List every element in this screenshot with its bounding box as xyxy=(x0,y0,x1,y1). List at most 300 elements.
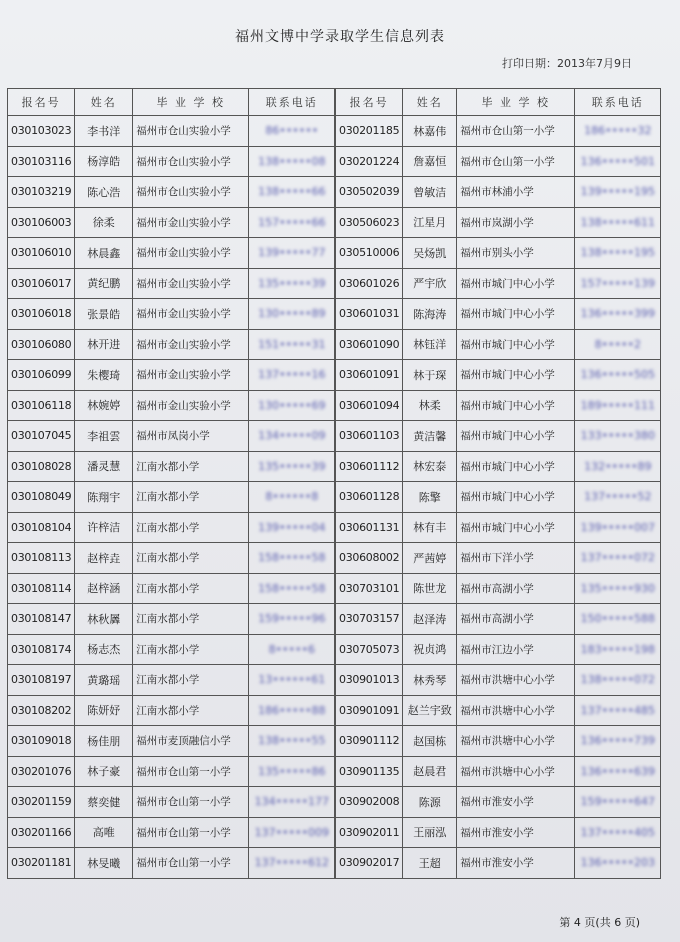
student-id-cell: 030901135 xyxy=(336,756,403,787)
student-name-cell: 詹嘉恒 xyxy=(403,146,457,177)
student-id-cell: 030902017 xyxy=(336,848,403,879)
student-id-cell: 030601090 xyxy=(336,329,403,360)
student-name-cell: 朱樱琦 xyxy=(75,360,133,391)
table-row xyxy=(336,421,661,452)
redacted-phone: 130•••••69 xyxy=(258,398,326,412)
table-row xyxy=(8,817,335,848)
redacted-phone: 157•••••139 xyxy=(580,276,656,290)
redacted-phone: 135•••••39 xyxy=(258,276,326,290)
phone-cell xyxy=(575,299,661,330)
table-header-row xyxy=(8,89,335,116)
table-row xyxy=(8,238,335,269)
phone-cell xyxy=(249,299,335,330)
phone-cell xyxy=(575,634,661,665)
table-row xyxy=(8,573,335,604)
student-name-cell: 高唯 xyxy=(75,817,133,848)
student-name-cell: 赵梓垚 xyxy=(75,543,133,574)
redacted-phone: 8•••••2 xyxy=(594,337,642,351)
school-cell: 福州市金山实验小学 xyxy=(133,329,249,360)
school-cell: 福州市城门中心小学 xyxy=(457,421,575,452)
student-name-cell: 杨志杰 xyxy=(75,634,133,665)
redacted-phone: 186•••••88 xyxy=(258,703,326,717)
student-id-cell: 030103219 xyxy=(8,177,75,208)
school-cell: 福州市仓山第一小学 xyxy=(133,756,249,787)
school-cell: 江南水都小学 xyxy=(133,512,249,543)
table-row xyxy=(8,726,335,757)
phone-cell xyxy=(575,604,661,635)
student-name-cell: 陈妍妤 xyxy=(75,695,133,726)
redacted-phone: 137•••••52 xyxy=(584,490,652,504)
student-name-cell: 潘灵慧 xyxy=(75,451,133,482)
school-cell: 福州市凤岗小学 xyxy=(133,421,249,452)
phone-cell xyxy=(249,695,335,726)
table-row xyxy=(8,116,335,147)
student-id-cell: 030108104 xyxy=(8,512,75,543)
redacted-phone: 136•••••501 xyxy=(580,154,656,168)
student-name-cell: 黄璐瑶 xyxy=(75,665,133,696)
student-id-cell: 030106099 xyxy=(8,360,75,391)
student-id-cell: 030601103 xyxy=(336,421,403,452)
school-cell: 福州市金山实验小学 xyxy=(133,360,249,391)
phone-cell xyxy=(249,817,335,848)
table-row xyxy=(8,299,335,330)
redacted-phone: 157•••••66 xyxy=(258,215,326,229)
table-row xyxy=(336,207,661,238)
table-row xyxy=(8,207,335,238)
print-date: 打印日期：2013年7月9日 xyxy=(502,57,632,70)
redacted-phone: 183•••••198 xyxy=(580,642,656,656)
table-row xyxy=(8,329,335,360)
roster-table-right xyxy=(335,88,661,879)
phone-cell xyxy=(249,604,335,635)
phone-cell xyxy=(575,695,661,726)
phone-cell xyxy=(575,756,661,787)
phone-cell xyxy=(249,116,335,147)
phone-cell xyxy=(249,573,335,604)
student-name-cell: 林嘉伟 xyxy=(403,116,457,147)
student-name-cell: 李祖雲 xyxy=(75,421,133,452)
student-name-cell: 林钰洋 xyxy=(403,329,457,360)
redacted-phone: 158•••••58 xyxy=(258,581,326,595)
student-name-cell: 林婉婷 xyxy=(75,390,133,421)
phone-cell xyxy=(249,238,335,269)
student-name-cell: 陈世龙 xyxy=(403,573,457,604)
phone-cell xyxy=(575,421,661,452)
phone-cell xyxy=(249,482,335,513)
phone-cell xyxy=(575,573,661,604)
phone-cell xyxy=(249,451,335,482)
school-cell: 福州市金山实验小学 xyxy=(133,268,249,299)
redacted-phone: 136•••••739 xyxy=(580,734,656,748)
phone-cell xyxy=(249,146,335,177)
phone-cell xyxy=(575,512,661,543)
phone-cell xyxy=(575,207,661,238)
student-id-cell: 030108028 xyxy=(8,451,75,482)
school-cell: 福州市金山实验小学 xyxy=(133,238,249,269)
header-id: 报名号 xyxy=(8,89,75,116)
school-cell: 江南水都小学 xyxy=(133,573,249,604)
school-cell: 福州市城门中心小学 xyxy=(457,360,575,391)
header-name: 姓名 xyxy=(403,89,457,116)
school-cell: 江南水都小学 xyxy=(133,482,249,513)
school-cell: 福州市金山实验小学 xyxy=(133,390,249,421)
student-name-cell: 陈心浩 xyxy=(75,177,133,208)
phone-cell xyxy=(249,360,335,391)
student-name-cell: 陈海涛 xyxy=(403,299,457,330)
student-id-cell: 030902011 xyxy=(336,817,403,848)
redacted-phone: 130•••••89 xyxy=(258,307,326,321)
table-row xyxy=(8,268,335,299)
school-cell: 福州市仓山实验小学 xyxy=(133,116,249,147)
student-name-cell: 许梓洁 xyxy=(75,512,133,543)
student-name-cell: 林开进 xyxy=(75,329,133,360)
header-name: 姓名 xyxy=(75,89,133,116)
student-id-cell: 030901112 xyxy=(336,726,403,757)
phone-cell xyxy=(249,665,335,696)
school-cell: 福州市仓山第一小学 xyxy=(457,116,575,147)
table-row xyxy=(336,299,661,330)
redacted-phone: 134•••••09 xyxy=(258,429,326,443)
table-row xyxy=(336,848,661,879)
student-name-cell: 林秋羼 xyxy=(75,604,133,635)
phone-cell xyxy=(575,238,661,269)
table-row xyxy=(336,116,661,147)
table-row xyxy=(8,482,335,513)
student-name-cell: 陈擎 xyxy=(403,482,457,513)
student-name-cell: 林旻曦 xyxy=(75,848,133,879)
school-cell: 福州市城门中心小学 xyxy=(457,390,575,421)
page-title: 福州文博中学录取学生信息列表 xyxy=(235,29,445,45)
roster-body-right xyxy=(336,116,661,879)
redacted-phone: 139•••••195 xyxy=(580,185,656,199)
student-id-cell: 030106010 xyxy=(8,238,75,269)
phone-cell xyxy=(249,787,335,818)
redacted-phone: 138•••••611 xyxy=(580,215,656,229)
school-cell: 江南水都小学 xyxy=(133,451,249,482)
redacted-phone: 135•••••39 xyxy=(258,459,326,473)
school-cell: 福州市仓山第一小学 xyxy=(133,817,249,848)
phone-cell xyxy=(575,482,661,513)
school-cell: 福州市高湖小学 xyxy=(457,604,575,635)
student-id-cell: 030601091 xyxy=(336,360,403,391)
school-cell: 福州市洪塘中心小学 xyxy=(457,756,575,787)
table-row xyxy=(8,512,335,543)
school-cell: 江南水都小学 xyxy=(133,634,249,665)
phone-cell xyxy=(575,268,661,299)
student-id-cell: 030201159 xyxy=(8,787,75,818)
redacted-phone: 158•••••58 xyxy=(258,551,326,565)
phone-cell xyxy=(575,726,661,757)
phone-cell xyxy=(575,177,661,208)
student-name-cell: 赵泽涛 xyxy=(403,604,457,635)
redacted-phone: 132•••••89 xyxy=(584,459,652,473)
student-id-cell: 030601031 xyxy=(336,299,403,330)
redacted-phone: 137•••••485 xyxy=(580,703,656,717)
school-cell: 福州市洪塘中心小学 xyxy=(457,665,575,696)
school-cell: 福州市淮安小学 xyxy=(457,848,575,879)
redacted-phone: 159•••••96 xyxy=(258,612,326,626)
table-row xyxy=(336,604,661,635)
student-id-cell: 030601026 xyxy=(336,268,403,299)
school-cell: 江南水都小学 xyxy=(133,665,249,696)
student-id-cell: 030107045 xyxy=(8,421,75,452)
student-name-cell: 陈源 xyxy=(403,787,457,818)
school-cell: 福州市仓山第一小学 xyxy=(133,848,249,879)
student-id-cell: 030103116 xyxy=(8,146,75,177)
school-cell: 福州市别头小学 xyxy=(457,238,575,269)
school-cell: 福州市洪塘中心小学 xyxy=(457,695,575,726)
redacted-phone: 136•••••203 xyxy=(580,856,656,870)
header-phone: 联系电话 xyxy=(249,89,335,116)
table-row xyxy=(336,726,661,757)
student-id-cell: 030108049 xyxy=(8,482,75,513)
phone-cell xyxy=(575,848,661,879)
student-name-cell: 赵兰宇致 xyxy=(403,695,457,726)
page-number: 第 4 页(共 6 页) xyxy=(559,916,640,929)
student-id-cell: 030106118 xyxy=(8,390,75,421)
table-row xyxy=(336,146,661,177)
student-id-cell: 030510006 xyxy=(336,238,403,269)
redacted-phone: 186•••••32 xyxy=(584,124,652,138)
table-row xyxy=(8,451,335,482)
phone-cell xyxy=(575,390,661,421)
redacted-phone: 137•••••072 xyxy=(580,551,656,565)
table-row xyxy=(336,329,661,360)
table-row xyxy=(336,787,661,818)
phone-cell xyxy=(575,146,661,177)
redacted-phone: 8••••••8 xyxy=(265,490,319,504)
table-row xyxy=(336,695,661,726)
table-row xyxy=(8,421,335,452)
phone-cell xyxy=(575,817,661,848)
student-name-cell: 江星月 xyxy=(403,207,457,238)
redacted-phone: 150•••••588 xyxy=(580,612,656,626)
table-row xyxy=(336,177,661,208)
table-row xyxy=(8,360,335,391)
student-name-cell: 徐柔 xyxy=(75,207,133,238)
school-cell: 福州市仓山第一小学 xyxy=(457,146,575,177)
student-id-cell: 030106080 xyxy=(8,329,75,360)
student-id-cell: 030201181 xyxy=(8,848,75,879)
student-name-cell: 林于琛 xyxy=(403,360,457,391)
phone-cell xyxy=(249,756,335,787)
table-row xyxy=(8,543,335,574)
student-name-cell: 祝贞鸿 xyxy=(403,634,457,665)
student-name-cell: 赵晨君 xyxy=(403,756,457,787)
redacted-phone: 134•••••177 xyxy=(254,795,330,809)
table-row xyxy=(8,146,335,177)
table-row xyxy=(8,848,335,879)
phone-cell xyxy=(249,634,335,665)
student-name-cell: 陈翔宇 xyxy=(75,482,133,513)
student-name-cell: 张景皓 xyxy=(75,299,133,330)
redacted-phone: 135•••••930 xyxy=(580,581,656,595)
student-id-cell: 030108174 xyxy=(8,634,75,665)
student-id-cell: 030201185 xyxy=(336,116,403,147)
student-name-cell: 吴炀凯 xyxy=(403,238,457,269)
table-row xyxy=(8,604,335,635)
redacted-phone: 138•••••55 xyxy=(258,734,326,748)
school-cell: 福州市麦顶融信小学 xyxy=(133,726,249,757)
redacted-phone: 139•••••04 xyxy=(258,520,326,534)
phone-cell xyxy=(249,512,335,543)
redacted-phone: 135•••••86 xyxy=(258,764,326,778)
student-name-cell: 严茜婷 xyxy=(403,543,457,574)
table-row xyxy=(8,390,335,421)
redacted-phone: 139•••••77 xyxy=(258,246,326,260)
table-row xyxy=(8,787,335,818)
school-cell: 福州市金山实验小学 xyxy=(133,207,249,238)
school-cell: 福州市仓山第一小学 xyxy=(133,787,249,818)
student-name-cell: 赵梓涵 xyxy=(75,573,133,604)
redacted-phone: 136•••••399 xyxy=(580,307,656,321)
header-school: 毕 业 学 校 xyxy=(133,89,249,116)
student-id-cell: 030108147 xyxy=(8,604,75,635)
school-cell: 福州市金山实验小学 xyxy=(133,299,249,330)
student-name-cell: 林晨鑫 xyxy=(75,238,133,269)
table-header-row xyxy=(336,89,661,116)
student-name-cell: 黄洁馨 xyxy=(403,421,457,452)
student-name-cell: 林柔 xyxy=(403,390,457,421)
phone-cell xyxy=(249,726,335,757)
phone-cell xyxy=(249,177,335,208)
student-name-cell: 王超 xyxy=(403,848,457,879)
student-name-cell: 林秀琴 xyxy=(403,665,457,696)
student-id-cell: 030201166 xyxy=(8,817,75,848)
student-id-cell: 030108202 xyxy=(8,695,75,726)
table-row xyxy=(336,482,661,513)
student-id-cell: 030705073 xyxy=(336,634,403,665)
redacted-phone: 13••••••61 xyxy=(258,673,326,687)
phone-cell xyxy=(575,787,661,818)
student-name-cell: 赵国栋 xyxy=(403,726,457,757)
school-cell: 福州市仓山实验小学 xyxy=(133,146,249,177)
table-row xyxy=(336,665,661,696)
student-id-cell: 030201224 xyxy=(336,146,403,177)
table-row xyxy=(8,177,335,208)
school-cell: 福州市城门中心小学 xyxy=(457,299,575,330)
redacted-phone: 138•••••195 xyxy=(580,246,656,260)
school-cell: 福州市高湖小学 xyxy=(457,573,575,604)
redacted-phone: 137•••••405 xyxy=(580,825,656,839)
redacted-phone: 189•••••111 xyxy=(580,398,656,412)
table-row xyxy=(336,543,661,574)
phone-cell xyxy=(575,451,661,482)
student-name-cell: 蔡奕健 xyxy=(75,787,133,818)
school-cell: 福州市城门中心小学 xyxy=(457,512,575,543)
school-cell: 江南水都小学 xyxy=(133,604,249,635)
student-id-cell: 030106017 xyxy=(8,268,75,299)
school-cell: 福州市城门中心小学 xyxy=(457,451,575,482)
table-row xyxy=(336,360,661,391)
student-id-cell: 030901013 xyxy=(336,665,403,696)
table-row xyxy=(336,756,661,787)
table-row xyxy=(336,390,661,421)
phone-cell xyxy=(575,543,661,574)
student-id-cell: 030608002 xyxy=(336,543,403,574)
redacted-phone: 159•••••647 xyxy=(580,795,656,809)
header-phone: 联系电话 xyxy=(575,89,661,116)
table-row xyxy=(336,634,661,665)
student-id-cell: 030109018 xyxy=(8,726,75,757)
student-id-cell: 030901091 xyxy=(336,695,403,726)
student-name-cell: 林子豪 xyxy=(75,756,133,787)
school-cell: 福州市岚湖小学 xyxy=(457,207,575,238)
table-row xyxy=(336,573,661,604)
student-id-cell: 030201076 xyxy=(8,756,75,787)
roster-body-left xyxy=(8,116,335,879)
table-row xyxy=(8,634,335,665)
redacted-phone: 138•••••08 xyxy=(258,154,326,168)
phone-cell xyxy=(249,329,335,360)
student-id-cell: 030601112 xyxy=(336,451,403,482)
student-id-cell: 030108113 xyxy=(8,543,75,574)
student-id-cell: 030703101 xyxy=(336,573,403,604)
phone-cell xyxy=(249,421,335,452)
school-cell: 福州市下洋小学 xyxy=(457,543,575,574)
school-cell: 福州市城门中心小学 xyxy=(457,268,575,299)
student-id-cell: 030103023 xyxy=(8,116,75,147)
redacted-phone: 139•••••007 xyxy=(580,520,656,534)
school-cell: 福州市城门中心小学 xyxy=(457,482,575,513)
student-name-cell: 杨佳朋 xyxy=(75,726,133,757)
phone-cell xyxy=(575,329,661,360)
redacted-phone: 137•••••612 xyxy=(254,856,330,870)
phone-cell xyxy=(575,360,661,391)
roster-table-left xyxy=(7,88,335,879)
school-cell: 福州市江边小学 xyxy=(457,634,575,665)
student-id-cell: 030108197 xyxy=(8,665,75,696)
student-name-cell: 曾敏洁 xyxy=(403,177,457,208)
phone-cell xyxy=(249,207,335,238)
student-id-cell: 030601128 xyxy=(336,482,403,513)
table-row xyxy=(336,512,661,543)
student-id-cell: 030902008 xyxy=(336,787,403,818)
redacted-phone: 86•••••• xyxy=(265,124,319,138)
student-id-cell: 030106018 xyxy=(8,299,75,330)
phone-cell xyxy=(575,116,661,147)
school-cell: 江南水都小学 xyxy=(133,695,249,726)
redacted-phone: 8•••••6 xyxy=(268,642,316,656)
student-id-cell: 030108114 xyxy=(8,573,75,604)
table-row xyxy=(8,665,335,696)
redacted-phone: 136•••••639 xyxy=(580,764,656,778)
student-name-cell: 王丽泓 xyxy=(403,817,457,848)
phone-cell xyxy=(249,390,335,421)
student-id-cell: 030601131 xyxy=(336,512,403,543)
student-id-cell: 030502039 xyxy=(336,177,403,208)
student-name-cell: 李书洋 xyxy=(75,116,133,147)
school-cell: 福州市仓山实验小学 xyxy=(133,177,249,208)
table-row xyxy=(336,238,661,269)
school-cell: 福州市淮安小学 xyxy=(457,817,575,848)
student-name-cell: 杨淳皓 xyxy=(75,146,133,177)
phone-cell xyxy=(575,665,661,696)
student-name-cell: 严宇欣 xyxy=(403,268,457,299)
phone-cell xyxy=(249,543,335,574)
student-id-cell: 030601094 xyxy=(336,390,403,421)
table-row xyxy=(336,817,661,848)
school-cell: 福州市淮安小学 xyxy=(457,787,575,818)
header-school: 毕 业 学 校 xyxy=(457,89,575,116)
redacted-phone: 138•••••072 xyxy=(580,673,656,687)
table-row xyxy=(336,268,661,299)
table-row xyxy=(8,695,335,726)
student-name-cell: 黄纪鹏 xyxy=(75,268,133,299)
redacted-phone: 151•••••31 xyxy=(258,337,326,351)
table-row xyxy=(336,451,661,482)
student-id-cell: 030703157 xyxy=(336,604,403,635)
